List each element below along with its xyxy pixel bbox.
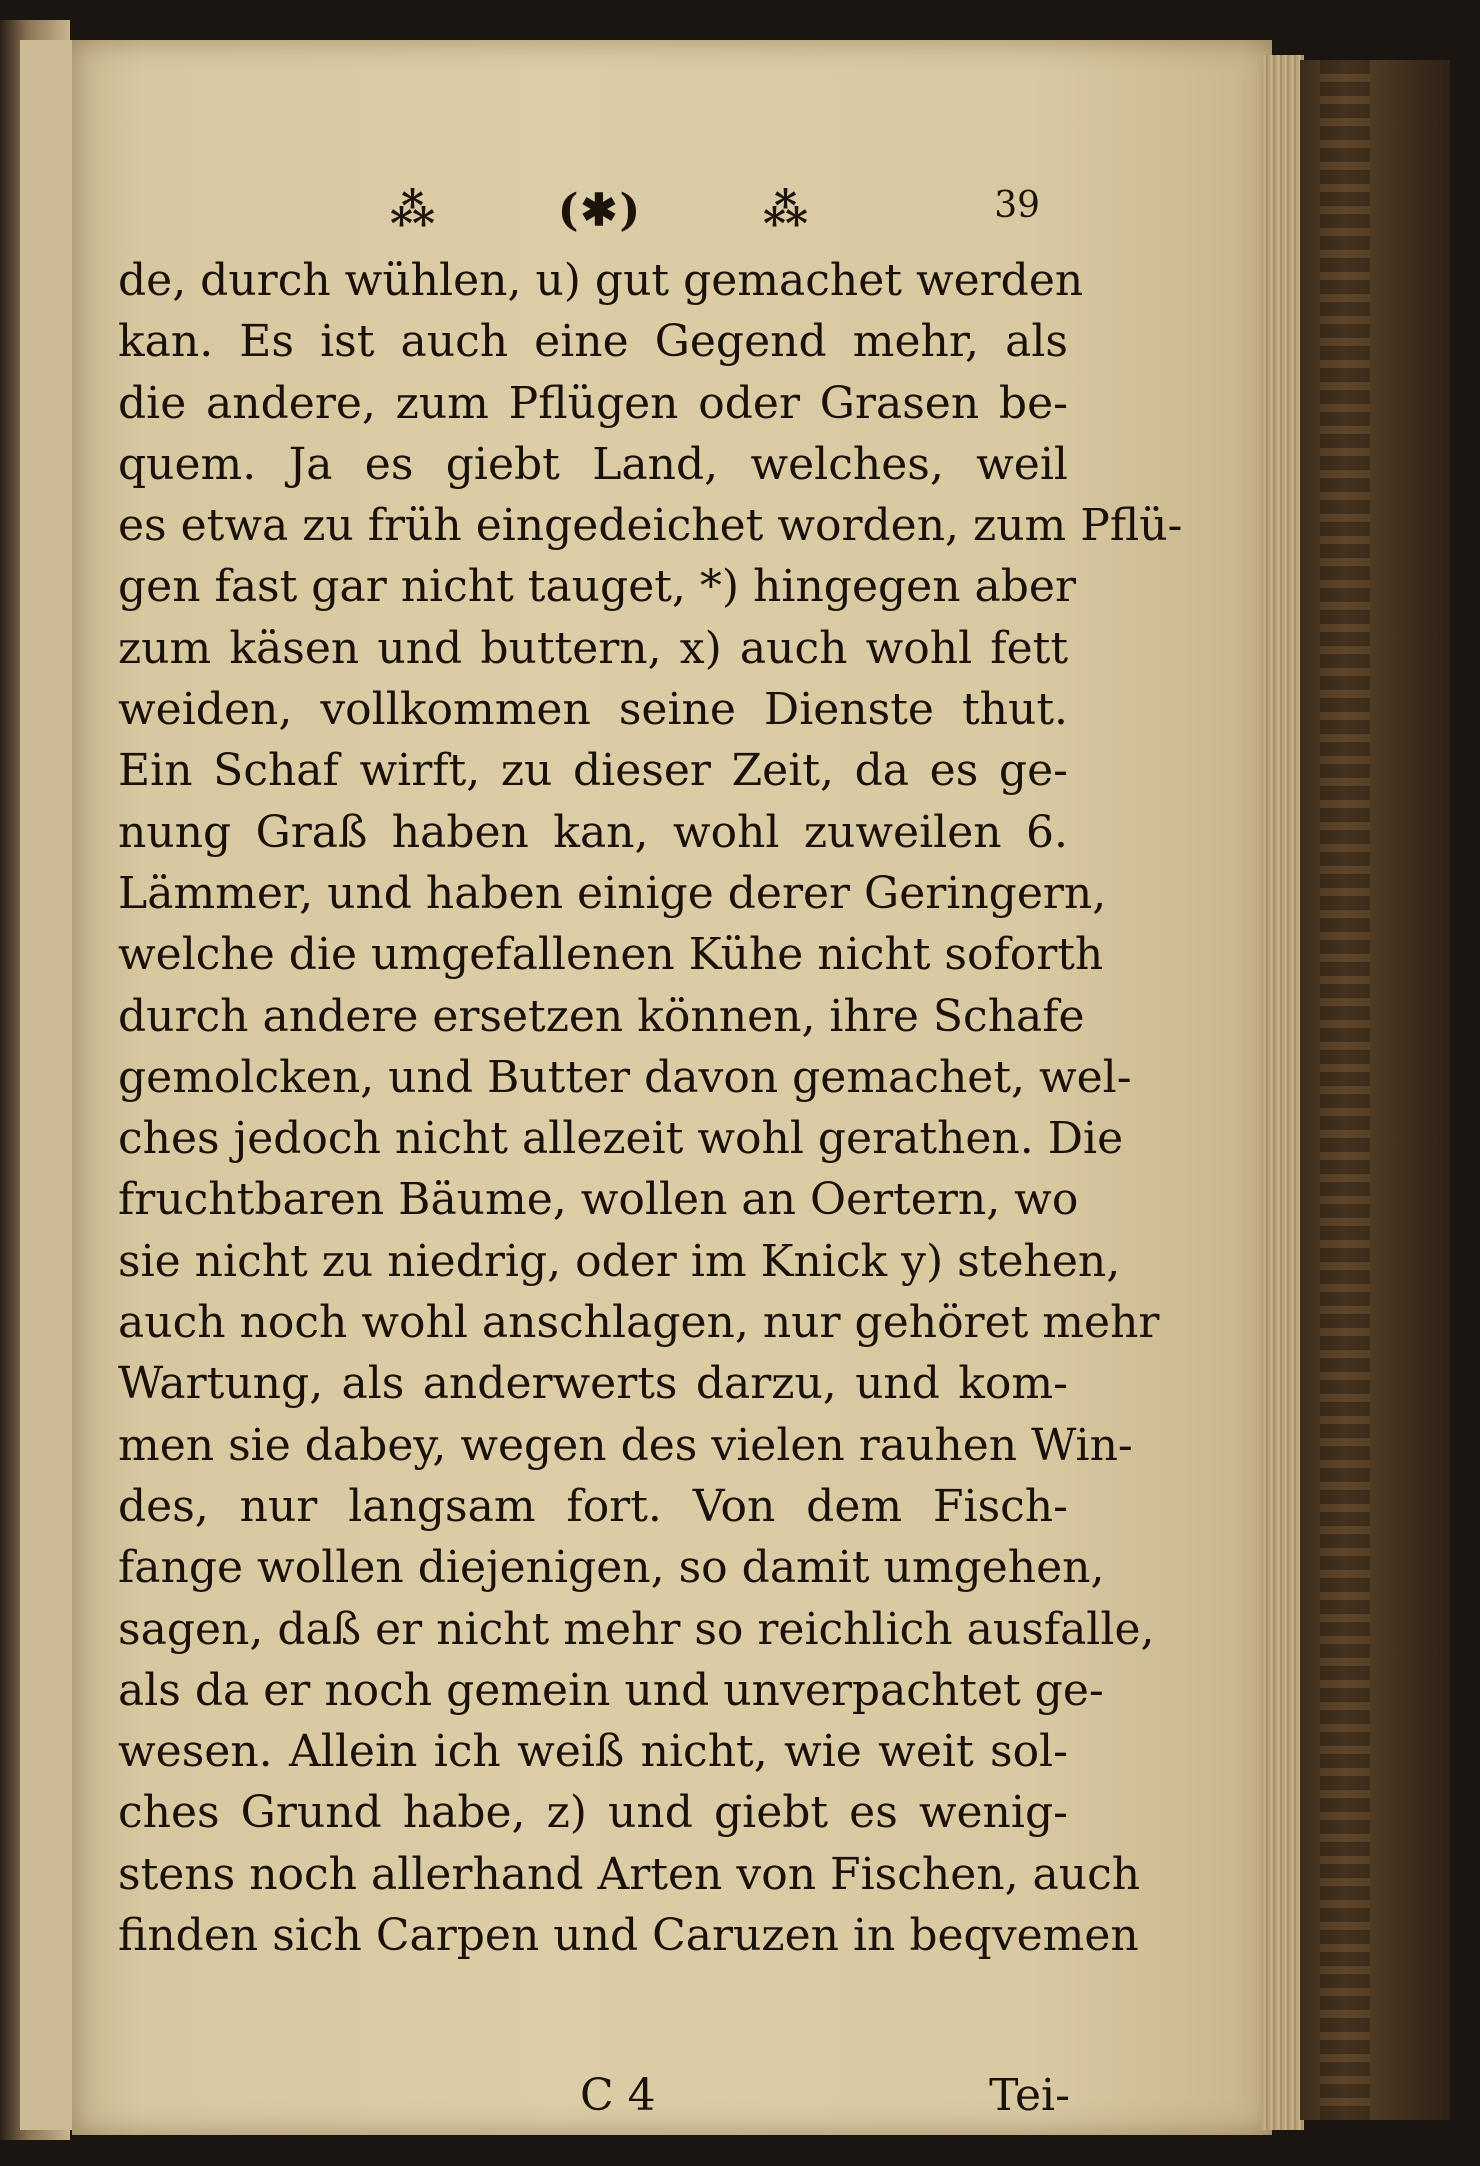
text-line: ches jedoch nicht allezeit wohl gerathen. Die [118, 1113, 1124, 1165]
signature-mark: C 4 [580, 2070, 656, 2121]
text-line: Wartung, als anderwerts darzu, und kom- [118, 1358, 1068, 1410]
text-line: fruchtbaren Bäume, wollen an Oertern, wo [118, 1174, 1079, 1226]
text-line: zum käsen und buttern, x) auch wohl fett [118, 622, 1068, 674]
text-line: auch noch wohl anschlagen, nur gehöret mehr [118, 1297, 1160, 1349]
page-number: 39 [994, 185, 1040, 226]
text-line: fange wollen diejenigen, so damit umgehen, [118, 1542, 1105, 1594]
page-footer [560, 2070, 1070, 2126]
page-header [300, 175, 1060, 245]
body-text [118, 250, 1183, 1966]
text-line: quem. Ja es giebt Land, welches, weil [118, 438, 1068, 490]
text-line: des, nur langsam fort. Von dem Fisch- [118, 1480, 1068, 1532]
header-ornament [390, 175, 810, 245]
ornament-left-icon: ⁂ [390, 184, 438, 236]
text-line: die andere, zum Pflügen oder Grasen be- [118, 377, 1068, 429]
ornament-center-icon: (✱) [557, 184, 643, 236]
text-line: finden sich Carpen und Caruzen in beqvemen [118, 1910, 1139, 1962]
catchword: Tei- [989, 2070, 1070, 2121]
text-line: Lämmer, und haben einige derer Geringern, [118, 867, 1107, 919]
text-line: weiden, vollkommen seine Dienste thut. [118, 684, 1068, 736]
text-line: sie nicht zu niedrig, oder im Knick y) stehen, [118, 1235, 1121, 1287]
text-line: stens noch allerhand Arten von Fischen, auch [118, 1848, 1141, 1900]
book-cover [1300, 60, 1450, 2120]
text-line: men sie dabey, wegen des vielen rauhen Win- [118, 1419, 1133, 1471]
text-line: durch andere ersetzen können, ihre Schafe [118, 990, 1085, 1042]
text-line: sagen, daß er nicht mehr so reichlich ausfalle, [118, 1603, 1155, 1655]
text-line: welche die umgefallenen Kühe nicht soforth [118, 929, 1104, 981]
text-line: Ein Schaf wirft, zu dieser Zeit, da es ge- [118, 745, 1068, 797]
text-line: gen fast gar nicht tauget, *) hingegen aber [118, 561, 1076, 613]
ornament-right-icon: ⁂ [762, 184, 810, 236]
text-line: kan. Es ist auch eine Gegend mehr, als [118, 316, 1068, 368]
page-stack-edge [1262, 55, 1304, 2130]
text-line: nung Graß haben kan, wohl zuweilen 6. [118, 806, 1068, 858]
text-line: es etwa zu früh eingedeichet worden, zum Pflü- [118, 500, 1183, 552]
text-line: de, durch wühlen, u) gut gemachet werden [118, 255, 1084, 306]
text-line: als da er noch gemein und unverpachtet ge- [118, 1664, 1104, 1716]
text-line: ches Grund habe, z) und giebt es wenig- [118, 1787, 1068, 1839]
text-line: wesen. Allein ich weiß nicht, wie weit sol- [118, 1726, 1068, 1778]
text-line: gemolcken, und Butter davon gemachet, wel- [118, 1051, 1132, 1103]
